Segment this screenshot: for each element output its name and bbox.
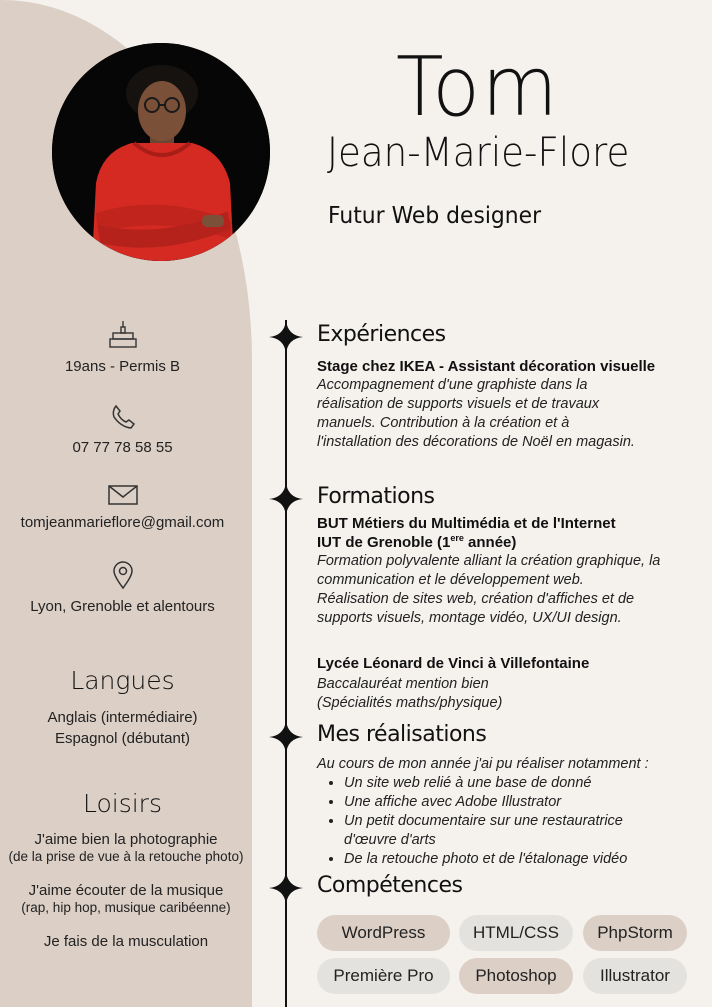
contact-age-text: 19ans - Permis B <box>64 358 181 375</box>
list-item: • Un site web relié à une base de donné <box>344 774 667 793</box>
phone-icon <box>109 403 137 431</box>
formation-description: Baccalauréat mention bien <box>317 676 489 692</box>
sparkle-icon <box>269 871 303 905</box>
sparkle-icon <box>269 720 303 754</box>
sparkle-icon <box>269 482 303 516</box>
contact-phone <box>0 403 245 456</box>
hobby-line: J'aime bien la photographie <box>34 831 218 848</box>
list-item: • Une affiche avec Adobe Illustrator <box>344 793 667 812</box>
experiences-heading: Expériences <box>317 322 446 347</box>
formation-description: Réalisation de sites web, création d'affiches et de supports visuels, montage vidéo, UX/UI design. <box>317 591 635 626</box>
competences-heading: Compétences <box>317 873 463 898</box>
language-item: Espagnol (débutant) <box>54 730 191 747</box>
realisations-heading: Mes réalisations <box>317 722 487 747</box>
contact-age <box>0 318 245 375</box>
formation-title: BUT Métiers du Multimédia et de l'Internet IUT de Grenoble (1ere année) <box>317 515 616 551</box>
contact-email-text: tomjeanmarieflore@gmail.com <box>20 514 225 531</box>
hobbies-heading: Loisirs <box>82 789 162 818</box>
hobby-item <box>0 882 252 916</box>
languages-heading: Langues <box>70 666 175 695</box>
realisations-entry <box>317 755 692 869</box>
contact-location-text: Lyon, Grenoble et alentours <box>30 598 215 615</box>
list-item: • De la retouche photo et de l'étalonage vidéo <box>344 850 667 869</box>
skill-pill: Photoshop <box>459 958 573 994</box>
skill-pill: Première Pro <box>317 958 450 994</box>
hobby-detail: (de la prise de vue à la retouche photo) <box>8 849 244 864</box>
job-title: Futur Web designer <box>328 203 542 229</box>
skill-pill: HTML/CSS <box>459 915 573 951</box>
realisations-list <box>317 774 667 869</box>
formation-entry-but <box>317 514 692 628</box>
list-item: • Un petit documentaire sur une restauratrice d'œuvre d'arts <box>344 812 654 850</box>
birthday-cake-icon <box>107 318 139 350</box>
formation-entry-lycee <box>317 654 692 713</box>
hobby-item <box>0 831 252 865</box>
experience-title: Stage chez IKEA - Assistant décoration visuelle <box>317 358 656 375</box>
first-name: Tom <box>396 40 560 135</box>
hobby-line: Je fais de la musculation <box>43 933 209 950</box>
skill-pill: WordPress <box>317 915 450 951</box>
contact-email <box>0 484 245 531</box>
languages-list <box>0 707 245 749</box>
formation-description: (Spécialités maths/physique) <box>317 695 503 711</box>
hobby-detail: (rap, hip hop, musique caribéenne) <box>21 900 231 915</box>
formations-heading: Formations <box>317 484 435 509</box>
skill-pill: PhpStorm <box>583 915 687 951</box>
sparkle-icon <box>269 320 303 354</box>
hobby-item <box>0 933 252 950</box>
hobby-line: J'aime écouter de la musique <box>28 882 224 899</box>
location-pin-icon <box>111 560 135 590</box>
contact-phone-text: 07 77 78 58 55 <box>72 439 173 456</box>
experience-description: Accompagnement d'une graphiste dans la réalisation de supports visuels et de travaux manuels. Contribution à la création et à l'installation des décorations de Noël en magasin. <box>317 377 635 450</box>
contact-location <box>0 560 245 615</box>
profile-photo <box>52 43 270 261</box>
formation-title: Lycée Léonard de Vinci à Villefontaine <box>317 655 590 672</box>
experience-entry <box>317 357 692 452</box>
realisations-intro: Au cours de mon année j'ai pu réaliser notamment : <box>317 756 649 772</box>
skill-pill: Illustrator <box>583 958 687 994</box>
formation-description: Formation polyvalente alliant la création graphique, la communication et le développement web. <box>317 553 661 588</box>
last-name: Jean-Marie-Flore <box>327 130 630 176</box>
language-item: Anglais (intermédiaire) <box>47 709 198 726</box>
mail-icon <box>107 484 139 506</box>
